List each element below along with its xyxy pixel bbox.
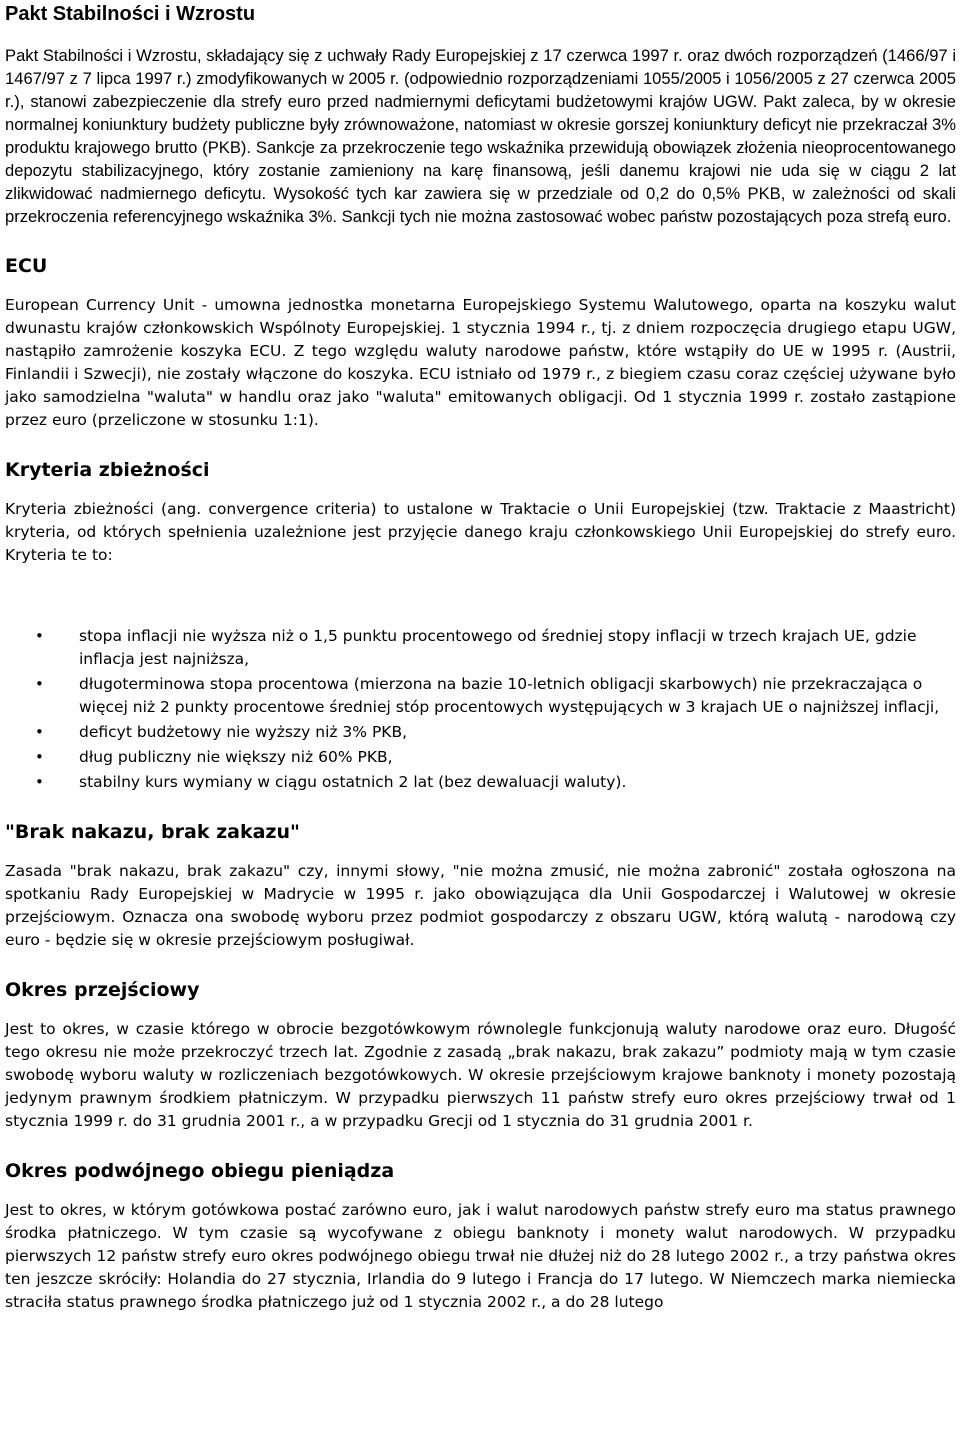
list-item-text: deficyt budżetowy nie wyższy niż 3% PKB,: [79, 723, 408, 741]
section-heading-transition: Okres przejściowy: [5, 979, 200, 1001]
dual-circulation-paragraph: Jest to okres, w którym gotówkowa postać zarówno euro, jak i walut narodowych państw strefy euro ma status prawnego środka płatniczego. W tym czasie są wycofywane z obiegu banknoty i monety walut narodowych. W przypadku pierwszych 12 państw strefy euro okres podwójnego obiegu trwał nie dłużej niż do 28 lutego 2002 r., a trzy państwa okres ten jeszcze skróciły: Holandia do 27 stycznia, Irlandia do 9 lutego i Francja do 17 lutego. W Niemczech marka niemiecka straciła status prawnego środka płatniczego już od 1 stycznia 2002 r., a do 28 lutego: [5, 1201, 956, 1311]
criteria-list: [5, 625, 956, 794]
no-compulsion-paragraph: Zasada "brak nakazu, brak zakazu" czy, innymi słowy, "nie można zmusić, nie można zabronić" została ogłoszona na spotkaniu Rady Europejskiej w Madrycie w 1995 r. jako obowiązująca dla Unii Gospodarczej i Walutowej w okresie przejściowym. Oznacza ona swobodę wyboru przez podmiot gospodarczy z obszaru UGW, którą walutą - narodową czy euro - będzie się w okresie przejściowym posługiwał.: [5, 862, 956, 949]
list-item-text: stopa inflacji nie wyższa niż o 1,5 punktu procentowego od średniej stopy inflacji w trzech krajach UE, gdzie inflacja jest najniższa,: [79, 627, 917, 668]
section-heading-dual-circulation: Okres podwójnego obiegu pieniądza: [5, 1160, 395, 1182]
intro-paragraph: Pakt Stabilności i Wzrostu, składający się z uchwały Rady Europejskiej z 17 czerwca 1997 r. oraz dwóch rozporządzeń (1466/97 i 1467/97 z 7 lipca 1997 r.) zmodyfikowanych w 2005 r. (odpowiednio rozporządzeniami 1055/2005 i 1056/2005 z 27 czerwca 2005 r.), stanowi zabezpieczenie dla strefy euro przed nadmiernymi deficytami budżetowymi krajów UGW. Pakt zaleca, by w okresie normalnej koniunktury budżety publiczne były zrównoważone, natomiast w okresie gorszej koniunktury deficyt nie przekraczał 3% produktu krajowego brutto (PKB). Sankcje za przekroczenie tego wskaźnika przewidują obowiązek złożenia nieoprocentowanego depozytu stabilizacyjnego, który zostanie zamieniony na karę finansową, jeśli danemu krajowi nie uda się w ciągu 2 lat zlikwidować nadmiernego deficytu. Wysokość tych kar zawiera się w przedziale od 0,2 do 0,5% PKB, w zależności od skali przekroczenia referencyjnego wskaźnika 3%. Sankcji tych nie można zastosować wobec państw pozostających poza strefą euro.: [5, 46, 956, 226]
bullet-icon: •: [35, 748, 44, 766]
transition-paragraph: Jest to okres, w czasie którego w obrocie bezgotówkowym równolegle funkcjonują waluty narodowe oraz euro. Długość tego okresu nie może przekroczyć trzech lat. Zgodnie z zasadą „brak nakazu, brak zakazu” podmioty mają w tym czasie swobodę wyboru waluty w rozliczeniach bezgotówkowych. W okresie przejściowym krajowe banknoty i monety pozostają jedynym prawnym środkiem płatniczym. W przypadku pierwszych 11 państw strefy euro okres przejściowy trwał od 1 stycznia 1999 r. do 31 grudnia 2001 r., a w przypadku Grecji od 1 stycznia do 31 grudnia 2001 r.: [5, 1020, 956, 1130]
list-item: [5, 746, 956, 769]
list-item: [5, 721, 956, 744]
list-item-text: stabilny kurs wymiany w ciągu ostatnich 2 lat (bez dewaluacji waluty).: [79, 773, 627, 791]
list-item: [5, 673, 956, 719]
list-item-text: długoterminowa stopa procentowa (mierzona na bazie 10-letnich obligacji skarbowych) nie przekraczająca o więcej niż 2 punkty procentowe średniej stóp procentowych występujących w 3 krajach UE o najniższej inflacji,: [79, 675, 940, 716]
list-item: [5, 625, 956, 671]
bullet-icon: •: [35, 675, 44, 693]
page-title: Pakt Stabilności i Wzrostu: [5, 3, 256, 25]
list-item-text: dług publiczny nie większy niż 60% PKB,: [79, 748, 393, 766]
bullet-icon: •: [35, 723, 44, 741]
ecu-paragraph: European Currency Unit - umowna jednostka monetarna Europejskiego Systemu Walutowego, oparta na koszyku walut dwunastu krajów członkowskich Wspólnoty Europejskiej. 1 stycznia 1994 r., tj. z dniem rozpoczęcia drugiego etapu UGW, nastąpiło zamrożenie koszyka ECU. Z tego względu waluty narodowe państw, które wstąpiły do UE w 1995 r. (Austrii, Finlandii i Szwecji), nie zostały włączone do koszyka. ECU istniało od 1979 r., z biegiem czasu coraz częściej używane było jako samodzielna "waluta" w handlu oraz jako "waluta" emitowanych obligacji. Od 1 stycznia 1999 r. zostało zastąpione przez euro (przeliczone w stosunku 1:1).: [5, 296, 956, 429]
bullet-icon: •: [35, 627, 44, 645]
section-heading-ecu: ECU: [5, 255, 48, 277]
bullet-icon: •: [35, 773, 44, 791]
section-heading-criteria: Kryteria zbieżności: [5, 459, 210, 481]
section-heading-no-compulsion: "Brak nakazu, brak zakazu": [5, 821, 300, 843]
list-item: [5, 771, 956, 794]
criteria-paragraph: Kryteria zbieżności (ang. convergence criteria) to ustalone w Traktacie o Unii Europejskiej (tzw. Traktacie z Maastricht) kryteria, od których spełnienia uzależnione jest przyjęcie danego kraju członkowskiego Unii Europejskiej do strefy euro. Kryteria te to:: [5, 500, 956, 564]
